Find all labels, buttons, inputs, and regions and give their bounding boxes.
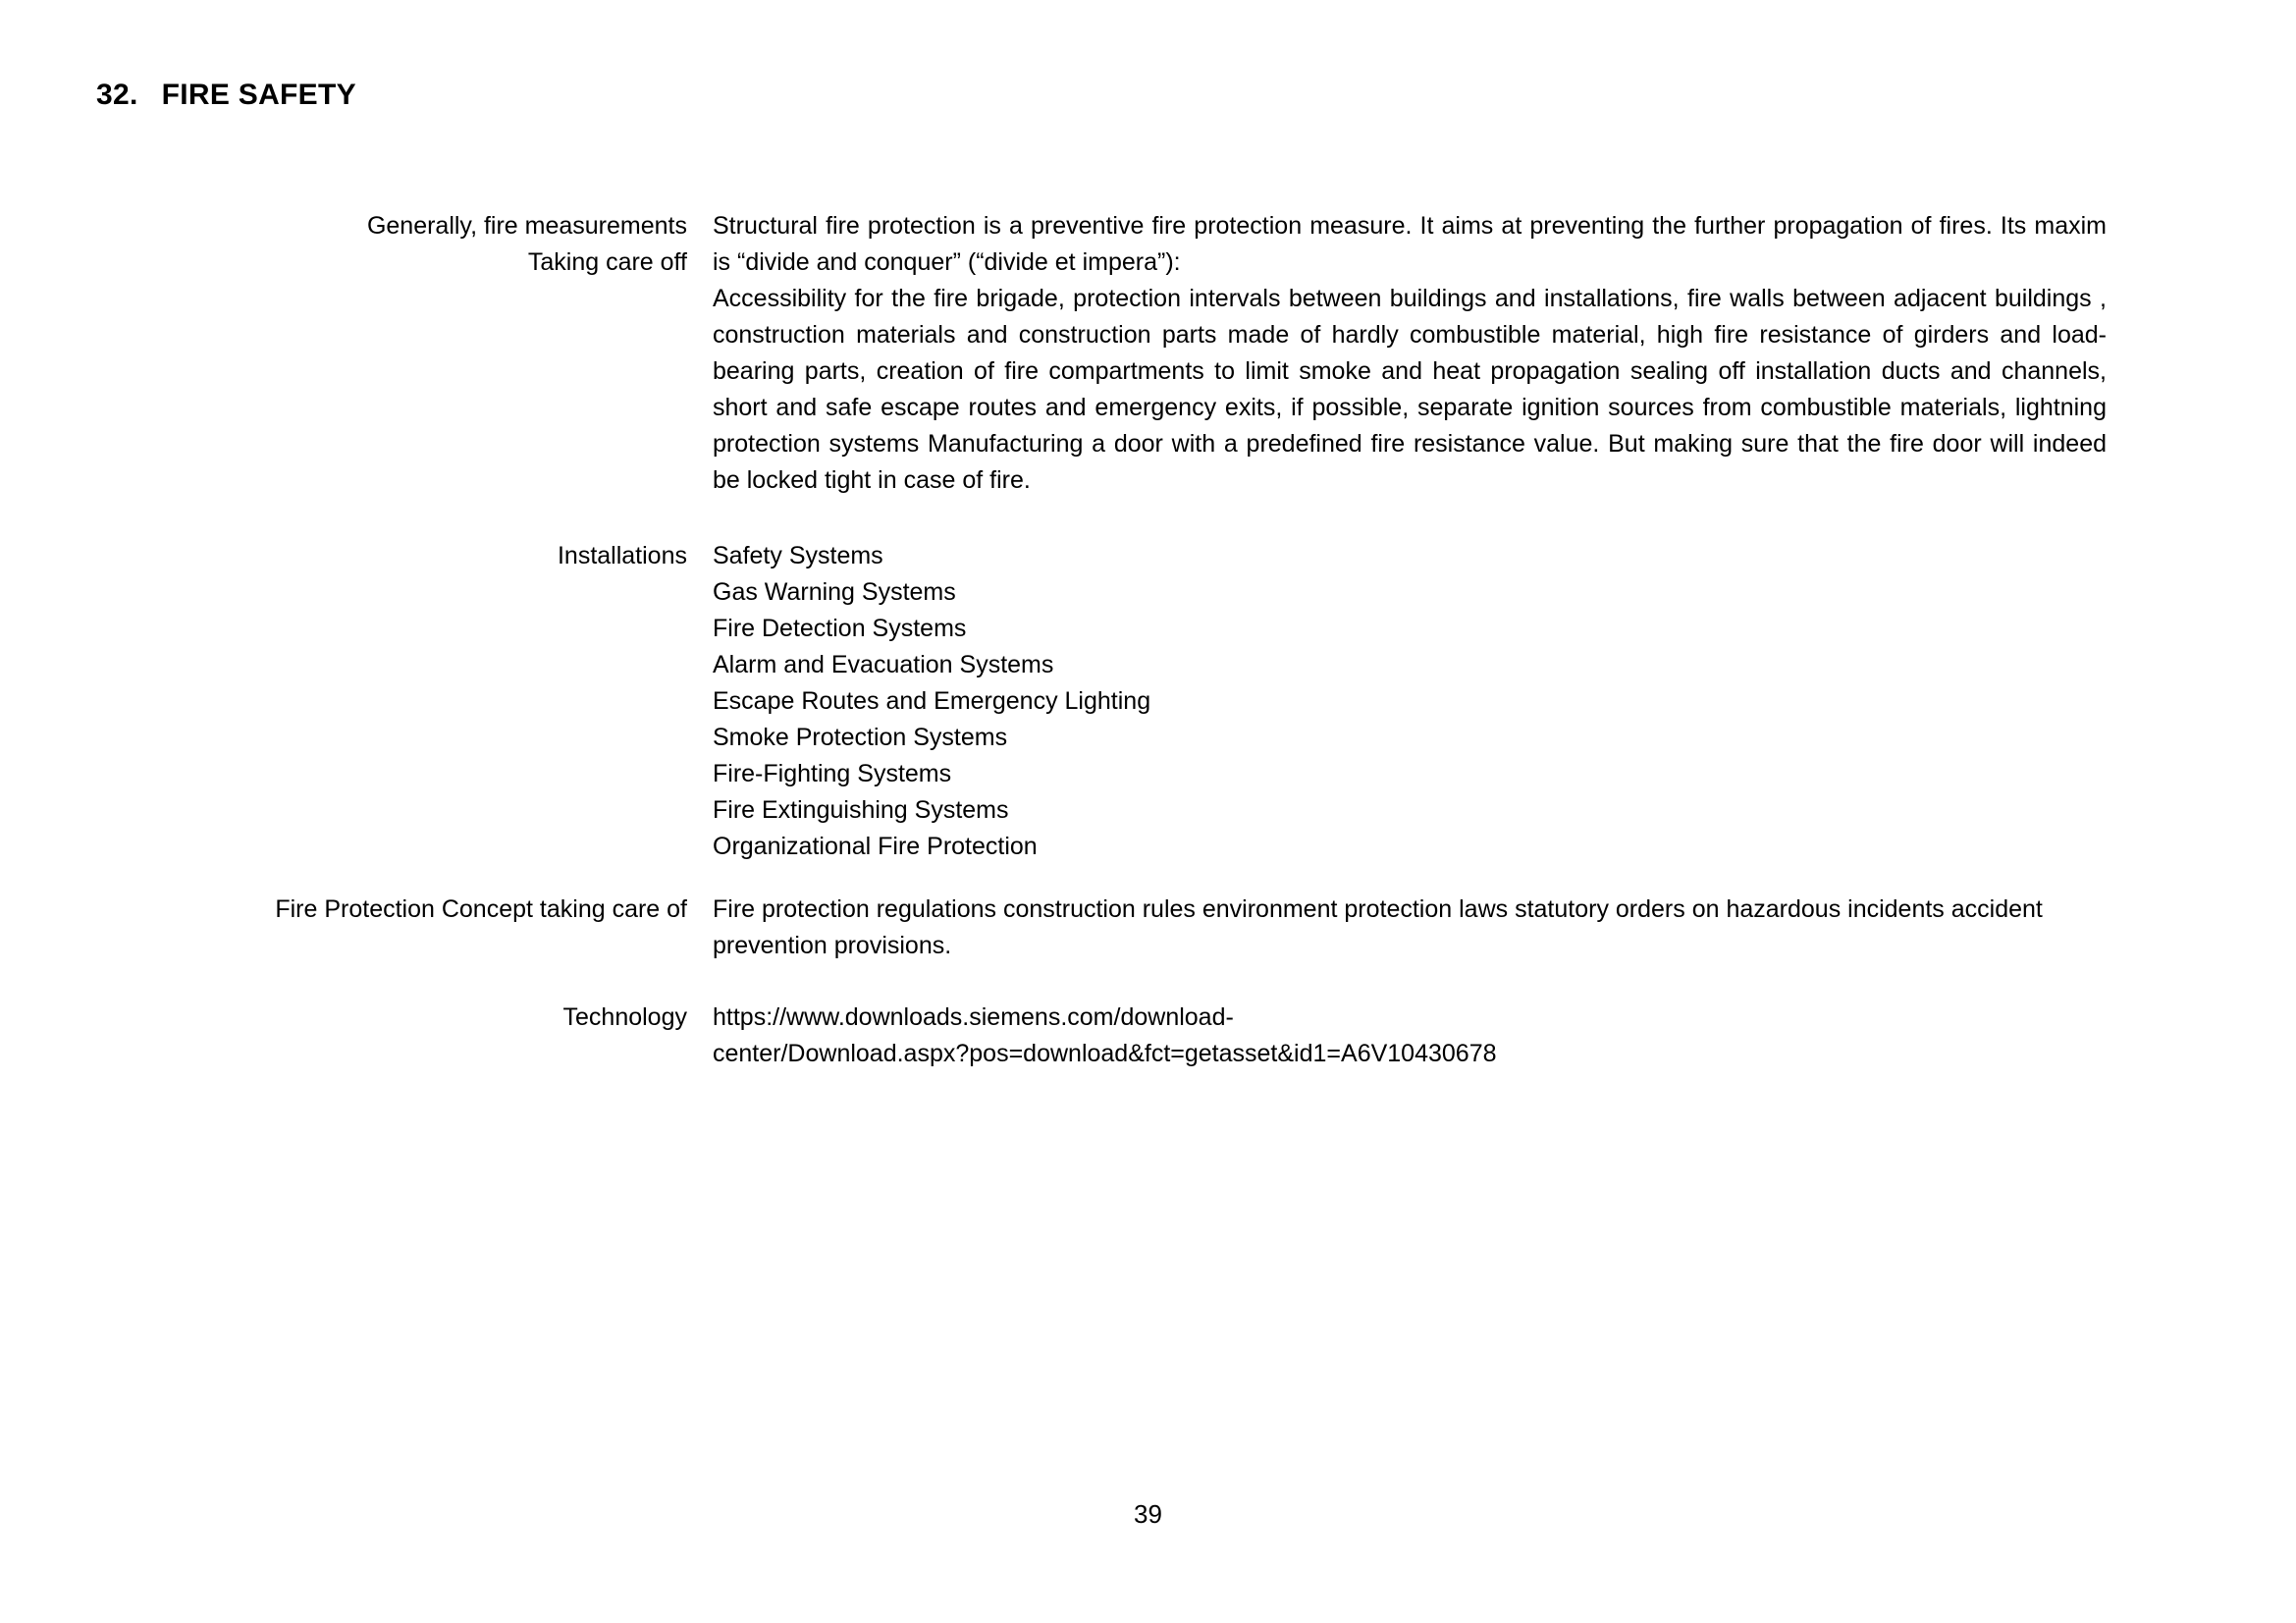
- general-fire-measurements-content: [713, 208, 2107, 499]
- general-fire-measurements-label: [0, 208, 687, 281]
- section-heading: [96, 79, 356, 112]
- structural-fire-protection-paragraph: Structural fire protection is a preventive fire protection measure. It aims at preventing the further propagation of fires. Its maxim is “divide and conquer” (“divide et impera”):: [713, 212, 2107, 276]
- technology-row: [0, 1000, 2107, 1072]
- installations-item: Organizational Fire Protection: [713, 833, 1038, 860]
- page-number: 39: [1134, 1499, 1162, 1529]
- accessibility-paragraph: Accessibility for the fire brigade, protection intervals between buildings and installations, fire walls between adjacent buildings , construction materials and construction parts made of hardly combustible material, high fire resistance of girders and load-bearing parts, creation of fire compartments to limit smoke and heat propagation sealing off installation ducts and channels, short and safe escape routes and emergency exits, if possible, separate ignition sources from combustible materials, lightning protection systems Manufacturing a door with a predefined fire resistance value. But making sure that the fire door will indeed be locked tight in case of fire.: [713, 285, 2107, 494]
- section-number: 32.: [96, 79, 138, 111]
- installations-item: Safety Systems: [713, 542, 883, 569]
- installations-list: [713, 538, 2107, 865]
- installations-item: Fire-Fighting Systems: [713, 760, 952, 787]
- technology-label: Technology: [562, 1003, 687, 1031]
- general-fire-measurements-row: [0, 208, 2107, 499]
- installations-item: Gas Warning Systems: [713, 578, 956, 606]
- installations-item: Fire Detection Systems: [713, 615, 967, 642]
- technology-url-line-2[interactable]: center/Download.aspx?pos=download&fct=getasset&id1=A6V10430678: [713, 1040, 1497, 1067]
- installations-item: Escape Routes and Emergency Lighting: [713, 687, 1151, 715]
- section-title: FIRE SAFETY: [161, 79, 356, 111]
- fire-protection-concept-text: Fire protection regulations construction rules environment protection laws statutory orders on hazardous incidents accident prevention provisions.: [713, 895, 2043, 959]
- fire-protection-concept-row: [0, 892, 2107, 964]
- general-label-line-1: Generally, fire measurements: [366, 212, 687, 240]
- installations-label: Installations: [557, 542, 687, 569]
- installations-item: Smoke Protection Systems: [713, 724, 1008, 751]
- installations-row: [0, 538, 2107, 865]
- general-label-line-2: Taking care off: [527, 248, 687, 276]
- installations-item: Fire Extinguishing Systems: [713, 796, 1009, 824]
- installations-item: Alarm and Evacuation Systems: [713, 651, 1054, 678]
- fire-protection-concept-label: Fire Protection Concept taking care of: [275, 895, 687, 923]
- technology-url-line-1[interactable]: https://www.downloads.siemens.com/download-: [713, 1003, 1234, 1031]
- technology-link[interactable]: [713, 1000, 2107, 1072]
